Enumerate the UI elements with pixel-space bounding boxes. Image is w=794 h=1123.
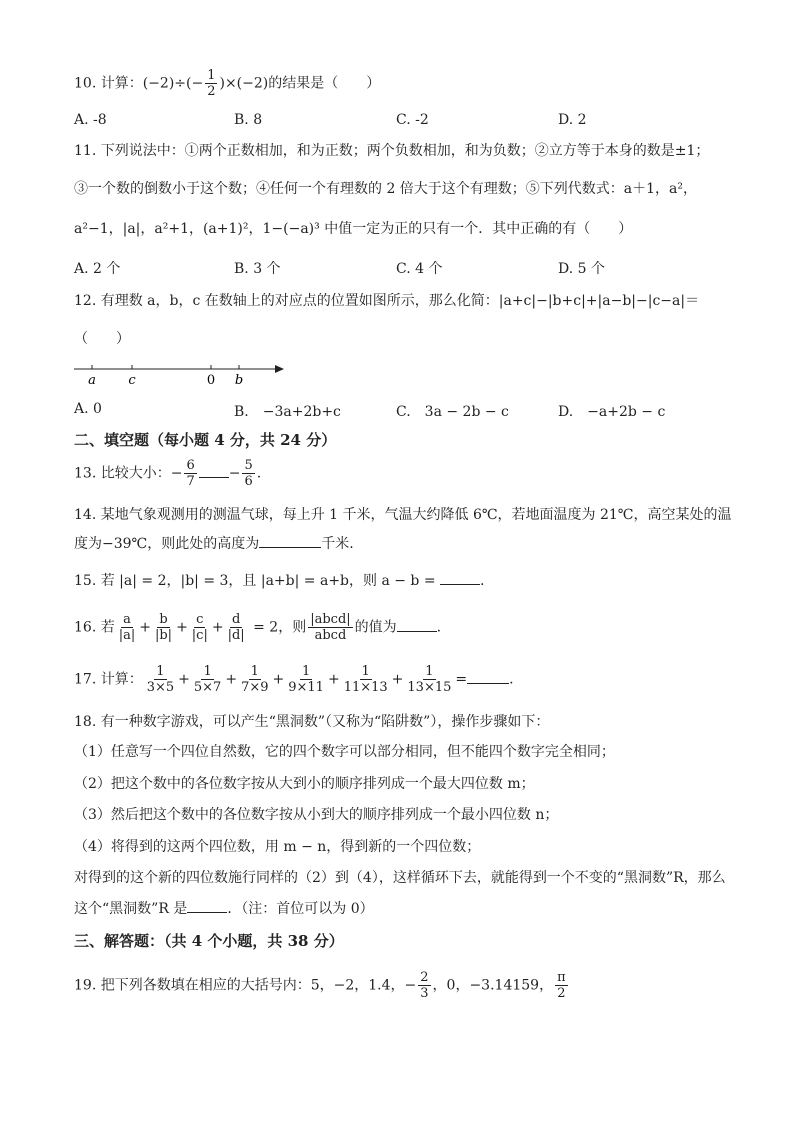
q17-term-2: $\frac{1}{5\times 7}$	[193, 664, 222, 695]
q15-stem: 15. 若 |a| = 2，|b| = 3，且 |a+b| = a+b，则 a − b = .	[74, 573, 485, 589]
q15-answer-blank[interactable]	[440, 572, 480, 585]
label-zero: 0	[206, 373, 216, 388]
q16-fraction-d: $\frac{d}{|d|}$	[227, 612, 245, 643]
q18-answer-blank[interactable]	[187, 900, 227, 913]
q18-step-3: （3）然后把这个数中的各位数字按从小到大的顺序排列成一个最小四位数 n；	[74, 807, 559, 823]
q13-stem: 13. 比较大小：− $\frac{6}{7}$ − $\frac{5}{6}$ .	[74, 458, 262, 489]
q16-stem: 16. 若 $\frac{a}{|a|}$ + $\frac{b}{|b|}$ + $\frac{c}{|c|}$ + $\frac{d}{|d|}$ = 2，则 $\frac{\text{|abcd|}}{\text{abcd}}$ 的值为 .	[74, 612, 442, 643]
q19-fraction-2: $\frac{\pi}{2}$	[557, 970, 566, 1001]
q18-step-1: （1）任意写一个四位自然数，它的四个数字可以部分相同，但不能四个数字完全相同；	[74, 744, 615, 760]
q17-term-3: $\frac{1}{7\times 9}$	[241, 664, 269, 695]
q16-fraction-c: $\frac{c}{|c|}$	[191, 612, 208, 643]
q10-option-d: D. 2	[558, 112, 587, 128]
q17-stem: 17. 计算： $\frac{1}{3\times 5}$ + $\frac{1}{5\times 7}$ + $\frac{1}{7\times 9}$ + $\frac{1}{9\times 11}$ + $\frac{1}{11\times 13}$ + $\frac{1}{13\times 15}$ = .	[74, 664, 514, 695]
q13-answer-blank[interactable]	[199, 465, 229, 478]
q18-line-6: 对得到的这个新的四位数施行同样的（2）到（4），这样循环下去，就能得到一个不变的“黑洞数”R，那么	[74, 870, 726, 886]
q11-option-d: D. 5 个	[558, 261, 605, 277]
q19-stem: 19. 把下列各数填在相应的大括号内：5，−2，1.4，− $\frac{2}{3}$ ，0，−3.14159， $\frac{\pi}{2}$	[74, 970, 566, 1001]
q16-big-fraction: $\frac{\text{|abcd|}}{\text{abcd}}$	[310, 612, 351, 643]
q11-option-c: C. 4 个	[396, 261, 443, 277]
q17-term-1: $\frac{1}{3\times 5}$	[146, 664, 175, 695]
q14-line-1: 14. 某地气象观测用的测温气球，每上升 1 千米，气温大约降低 6℃，若地面温度为 21℃，高空某处的温	[74, 507, 732, 523]
q10-option-a: A. -8	[74, 112, 107, 128]
q12-line-1: 12. 有理数 a，b，c 在数轴上的对应点的位置如图所示，那么化简：|a+c|−|b+c|+|a−b|−|c−a|＝	[74, 293, 700, 309]
q11-line-3: a²−1，|a|，a²+1，(a+1)²，1−(−a)³ 中值一定为正的只有一个．其中正确的有（ ）	[74, 221, 633, 237]
q12-option-c: C. 3a − 2b − c	[396, 404, 509, 420]
q13-fraction-2: $\frac{5}{6}$	[244, 458, 253, 489]
q13-fraction-1: $\frac{6}{7}$	[186, 458, 195, 489]
q18-line-7: 这个“黑洞数”R 是 ．（注：首位可以为 0）	[74, 901, 374, 917]
q11-line-1: 11. 下列说法中：①两个正数相加，和为正数；两个负数相加，和为负数；②立方等于本身的数是±1；	[74, 143, 710, 159]
q16-answer-blank[interactable]	[397, 619, 437, 632]
q12-option-d: D. −a+2b − c	[558, 404, 666, 420]
label-a: a	[88, 373, 96, 388]
label-c: c	[128, 373, 136, 388]
q17-answer-blank[interactable]	[467, 671, 509, 684]
q17-term-5: $\frac{1}{11\times 13}$	[343, 664, 388, 695]
q12-option-b: B. −3a+2b+c	[234, 404, 341, 420]
q14-line-2: 度为−39℃，则此处的高度为 千米.	[74, 536, 354, 552]
label-b: b	[234, 373, 244, 388]
section-2-heading: 二、填空题（每小题 4 分，共 24 分）	[74, 431, 337, 449]
q17-term-6: $\frac{1}{13\times 15}$	[407, 664, 452, 695]
q18-step-2: （2）把这个数中的各位数字按从大到小的顺序排列成一个最大四位数 m；	[74, 776, 535, 792]
q12-option-a: A. 0	[74, 401, 102, 417]
q17-term-4: $\frac{1}{9\times 11}$	[288, 664, 324, 695]
q16-fraction-b: $\frac{b}{|b|}$	[154, 612, 173, 643]
q12-line-2: （ ）	[74, 331, 130, 347]
q16-fraction-a: $\frac{a}{|a|}$	[118, 612, 136, 643]
q10-stem: 10. 计算：(−2)÷(− $\frac{1}{2}$ )×(−2)的结果是（ ）	[74, 68, 381, 99]
q11-line-2: ③一个数的倒数小于这个数；④任何一个有理数的 2 倍大于这个有理数；⑤下列代数式：a＋1，a²，	[74, 181, 698, 197]
q10-option-c: C. -2	[396, 112, 429, 128]
section-3-heading: 三、解答题：（共 4 个小题，共 38 分）	[74, 932, 344, 950]
q19-fraction-1: $\frac{2}{3}$	[420, 970, 429, 1001]
q18-step-4: （4）将得到的这两个四位数，用 m − n，得到新的一个四位数；	[74, 839, 481, 855]
q11-option-b: B. 3 个	[234, 261, 281, 277]
q10-option-b: B. 8	[234, 112, 263, 128]
q11-option-a: A. 2 个	[74, 261, 121, 277]
q14-answer-blank[interactable]	[259, 535, 321, 548]
q10-fraction: $\frac{1}{2}$	[207, 68, 216, 99]
number-line-arrow	[275, 365, 284, 373]
number-line-figure	[70, 358, 290, 388]
q18-line-1: 18. 有一种数字游戏，可以产生“黑洞数”（又称为“陷阱数”），操作步骤如下：	[74, 714, 550, 730]
